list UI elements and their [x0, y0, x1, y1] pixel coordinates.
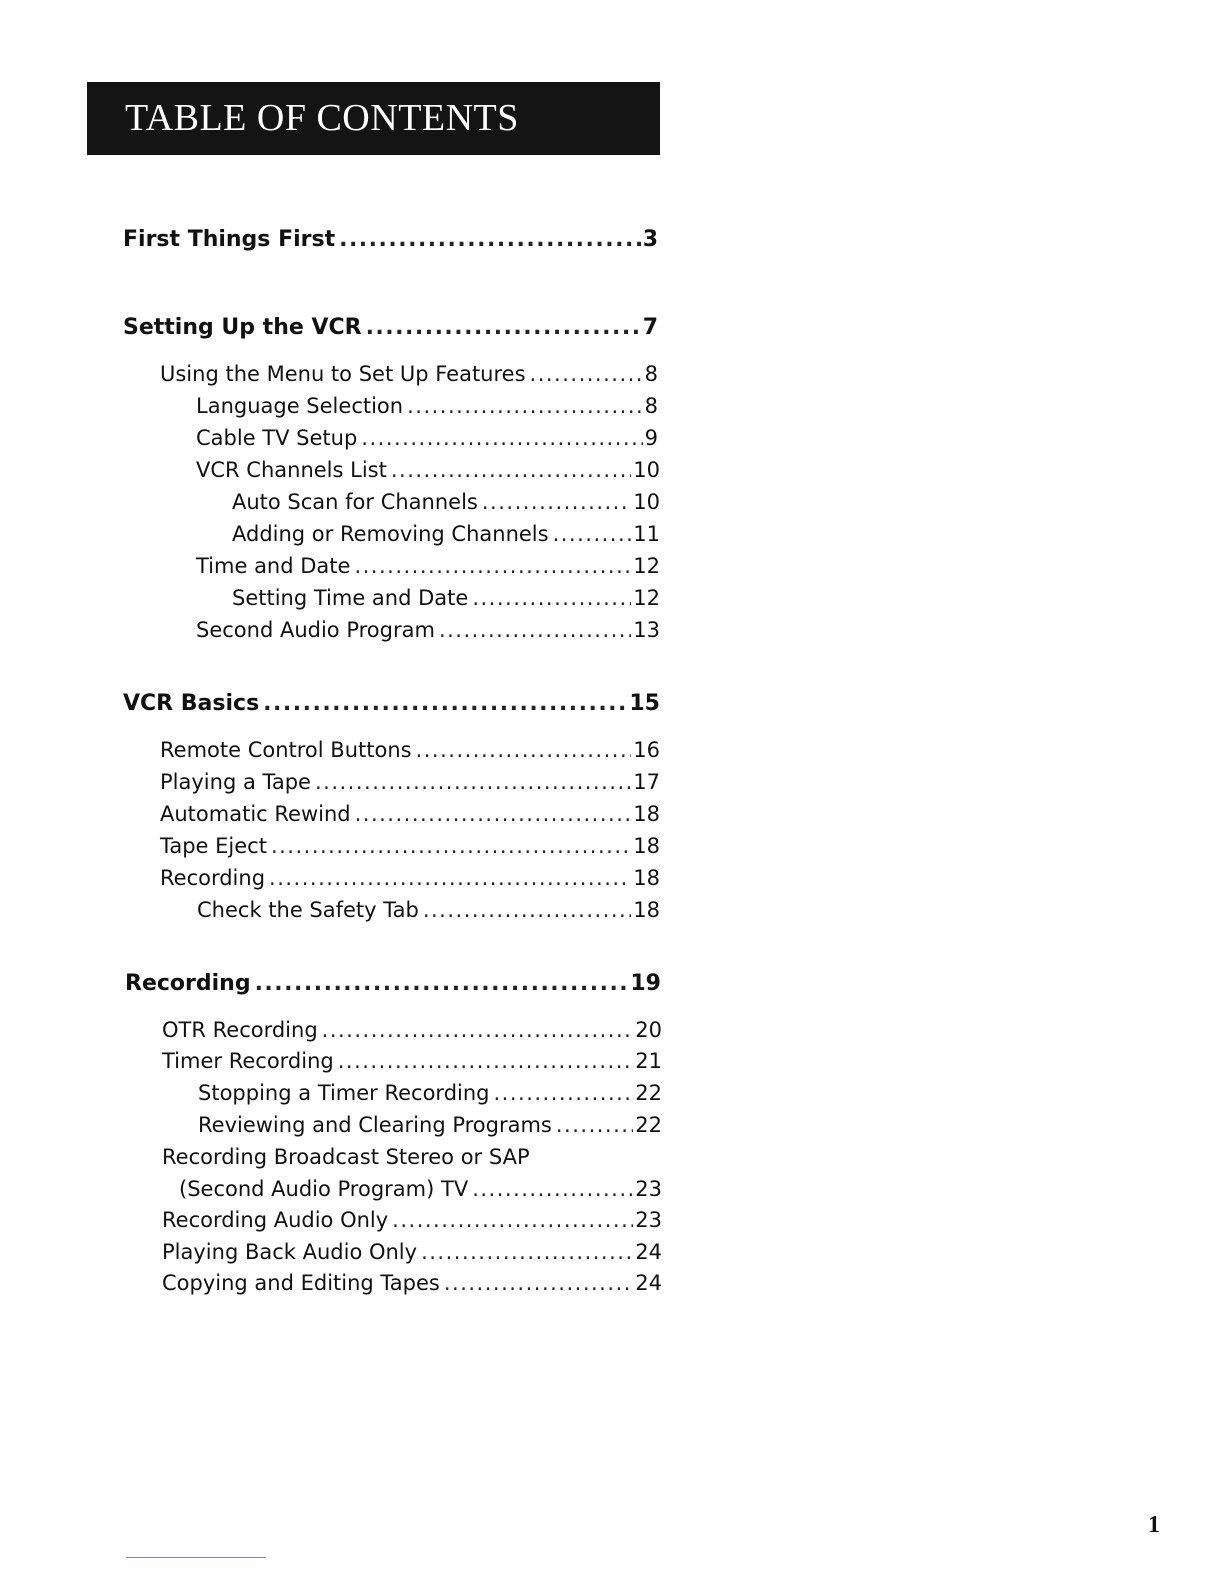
- toc-page-number: 9: [644, 426, 658, 450]
- toc-entry-label: Remote Control Buttons: [160, 738, 412, 762]
- toc-entry[interactable]: [232, 487, 660, 517]
- toc-section-vcr-basics[interactable]: [123, 689, 660, 719]
- title-banner: [87, 82, 660, 155]
- dot-leader: [339, 225, 641, 255]
- toc-entry-label: Stopping a Timer Recording: [198, 1081, 490, 1105]
- toc-entry[interactable]: [196, 615, 660, 645]
- toc-entry[interactable]: [196, 391, 658, 421]
- toc-page-number: 23: [635, 1208, 662, 1232]
- toc-entry[interactable]: [162, 1046, 662, 1076]
- dot-leader: [407, 391, 643, 421]
- toc-entry[interactable]: [162, 1237, 662, 1267]
- toc-page-number: 12: [633, 554, 660, 578]
- toc-entry[interactable]: [232, 583, 660, 613]
- dot-leader: [421, 1237, 633, 1267]
- toc-section-first-things-first[interactable]: [123, 225, 658, 255]
- toc-entry[interactable]: [196, 551, 660, 581]
- dot-leader: [361, 423, 642, 453]
- dot-leader: [392, 1205, 633, 1235]
- toc-entry[interactable]: [162, 1205, 662, 1235]
- toc-entry-label: Setting Time and Date: [232, 586, 469, 610]
- toc-section-label: First Things First: [123, 227, 336, 252]
- toc-entry-label: (Second Audio Program) TV: [179, 1177, 469, 1201]
- dot-leader: [354, 551, 631, 581]
- toc-page-number: 22: [635, 1081, 662, 1105]
- toc-entry[interactable]: [160, 863, 660, 893]
- toc-page-number: 8: [644, 394, 658, 418]
- toc-entry[interactable]: [196, 423, 658, 453]
- dot-leader: [472, 1174, 633, 1204]
- toc-page-number: 18: [633, 898, 660, 922]
- page-number: 1: [1148, 1512, 1160, 1538]
- toc-entry-label: Language Selection: [196, 394, 404, 418]
- dot-leader: [338, 1046, 634, 1076]
- dot-leader: [494, 1078, 634, 1108]
- toc-entry-label: Reviewing and Clearing Programs: [198, 1113, 552, 1137]
- toc-entry[interactable]: [160, 735, 660, 765]
- toc-entry-label: Check the Safety Tab: [197, 898, 419, 922]
- toc-section-label: Recording: [125, 971, 251, 996]
- toc-page-number: 20: [635, 1018, 662, 1042]
- toc-page-number: 18: [633, 802, 660, 826]
- toc-page-number: 12: [633, 586, 660, 610]
- dot-leader: [423, 895, 631, 925]
- toc-entry[interactable]: [162, 1142, 530, 1172]
- toc-page-number: 8: [644, 362, 658, 386]
- dot-leader: [271, 831, 631, 861]
- toc-entry[interactable]: [198, 1110, 662, 1140]
- toc-entry[interactable]: [197, 895, 660, 925]
- toc-entry[interactable]: [198, 1078, 662, 1108]
- dot-leader: [355, 799, 632, 829]
- toc-entry-label: Auto Scan for Channels: [232, 490, 478, 514]
- toc-section-setting-up[interactable]: [123, 313, 658, 343]
- toc-entry-label: Automatic Rewind: [160, 802, 351, 826]
- toc-entry-label: Timer Recording: [162, 1049, 334, 1073]
- toc-entry-label: Second Audio Program: [196, 618, 435, 642]
- toc-entry[interactable]: [162, 1268, 662, 1298]
- dot-leader: [482, 487, 631, 517]
- toc-entry-label: Adding or Removing Channels: [232, 522, 549, 546]
- page-title: TABLE OF CONTENTS: [125, 97, 519, 139]
- toc-page-number: 18: [633, 834, 660, 858]
- toc-entry[interactable]: [232, 519, 660, 549]
- toc-entry-label: OTR Recording: [162, 1018, 318, 1042]
- toc-entry[interactable]: [160, 799, 660, 829]
- toc-section-label: VCR Basics: [123, 691, 260, 716]
- toc-entry-label: Using the Menu to Set Up Features: [160, 362, 526, 386]
- dot-leader: [444, 1268, 633, 1298]
- toc-section-recording[interactable]: [125, 969, 661, 999]
- toc-page-number: 19: [630, 971, 661, 996]
- toc-entry-label: Playing Back Audio Only: [162, 1240, 418, 1264]
- toc-page-number: 17: [633, 770, 660, 794]
- toc-entry-label: Time and Date: [196, 554, 351, 578]
- dot-leader: [416, 735, 632, 765]
- toc-entry[interactable]: [160, 359, 658, 389]
- toc-page-number: 16: [633, 738, 660, 762]
- toc-page-number: 24: [635, 1271, 662, 1295]
- toc-page-number: 3: [642, 227, 658, 252]
- toc-section-label: Setting Up the VCR: [123, 315, 362, 340]
- dot-leader: [255, 969, 629, 999]
- toc-entry[interactable]: [160, 767, 660, 797]
- dot-leader: [366, 313, 641, 343]
- toc-page-number: 24: [635, 1240, 662, 1264]
- toc-entry[interactable]: [162, 1015, 662, 1045]
- toc-entry[interactable]: [160, 831, 660, 861]
- dot-leader: [322, 1015, 634, 1045]
- toc-page-number: 23: [635, 1177, 662, 1201]
- toc-entry-label: Recording: [160, 866, 266, 890]
- toc-page-number: 15: [629, 691, 660, 716]
- toc-entry[interactable]: [196, 455, 660, 485]
- dot-leader: [439, 615, 631, 645]
- dot-leader: [553, 519, 632, 549]
- toc-page-number: 21: [635, 1049, 662, 1073]
- toc-page-number: 10: [633, 458, 660, 482]
- toc-entry-label: Copying and Editing Tapes: [162, 1271, 440, 1295]
- toc-entry[interactable]: [179, 1174, 662, 1204]
- toc-page-number: 7: [642, 315, 658, 340]
- dot-leader: [391, 455, 631, 485]
- toc-entry-label: VCR Channels List: [196, 458, 387, 482]
- toc-page-number: 18: [633, 866, 660, 890]
- dot-leader: [269, 863, 631, 893]
- toc-page-number: 22: [635, 1113, 662, 1137]
- dot-leader: [263, 689, 627, 719]
- toc-page-number: 10: [633, 490, 660, 514]
- dot-leader: [472, 583, 631, 613]
- toc-entry-label: Playing a Tape: [160, 770, 311, 794]
- footer-rule: [126, 1557, 266, 1558]
- dot-leader: [315, 767, 631, 797]
- toc-page-number: 13: [633, 618, 660, 642]
- toc-entry-label: Recording Broadcast Stereo or SAP: [162, 1145, 530, 1169]
- toc-entry-label: Recording Audio Only: [162, 1208, 389, 1232]
- dot-leader: [556, 1110, 633, 1140]
- toc-page-number: 11: [633, 522, 660, 546]
- dot-leader: [530, 359, 643, 389]
- toc-entry-label: Tape Eject: [160, 834, 267, 858]
- toc-entry-label: Cable TV Setup: [196, 426, 358, 450]
